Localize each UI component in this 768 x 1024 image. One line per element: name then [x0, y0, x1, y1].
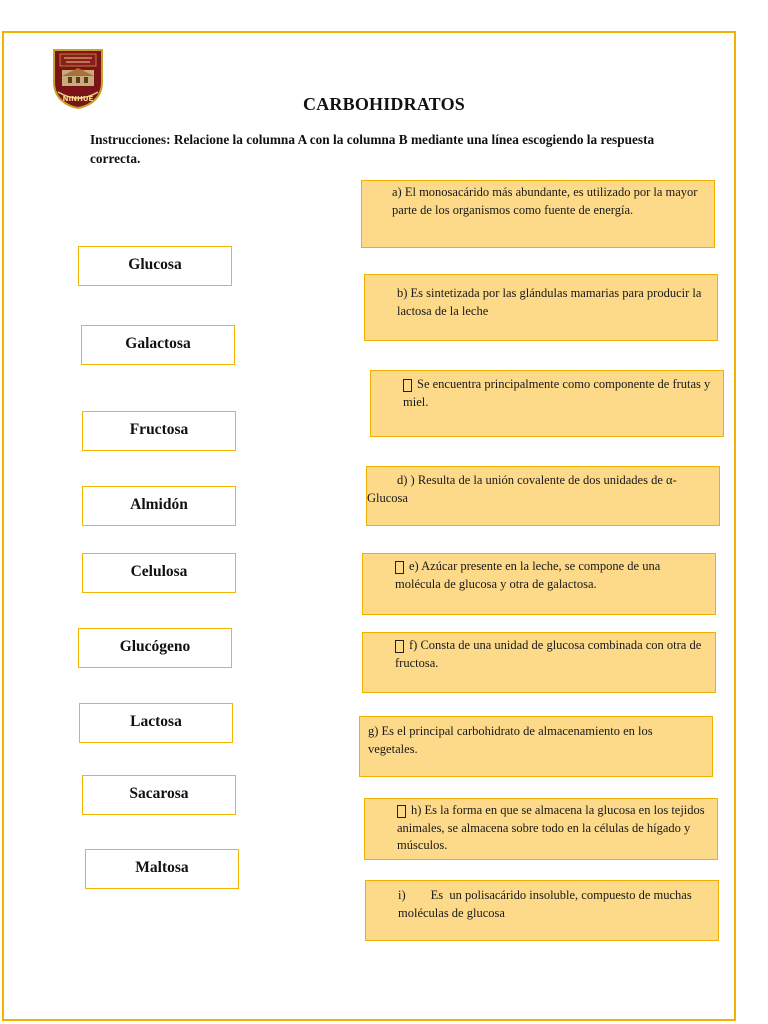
- missing-glyph-icon: [403, 379, 412, 392]
- definition-h[interactable]: [364, 798, 718, 860]
- definition-e-text: e) Azúcar presente en la leche, se compone de una molécula de glucosa y otra de galactosa.: [395, 559, 661, 591]
- definition-d[interactable]: [366, 466, 720, 526]
- term-galactosa[interactable]: Galactosa: [81, 325, 235, 365]
- definition-d-text: d) ) Resulta de la unión covalente de dos unidades de α-Glucosa: [367, 473, 677, 505]
- definition-f-text: f) Consta de una unidad de glucosa combinada con otra de fructosa.: [395, 638, 702, 670]
- definition-i[interactable]: [365, 880, 719, 941]
- term-glucosa[interactable]: Glucosa: [78, 246, 232, 286]
- definition-h-text: h) Es la forma en que se almacena la glucosa en los tejidos animales, se almacena sobre todo en la células de hígado y músculos.: [397, 803, 705, 852]
- instructions-text: Instrucciones: Relacione la columna A con la columna B mediante una línea escogiendo la respuesta correcta.: [90, 132, 655, 166]
- definition-f[interactable]: [362, 632, 716, 693]
- crest-motto: NINHUE: [62, 95, 94, 103]
- term-sacarosa[interactable]: Sacarosa: [82, 775, 236, 815]
- definition-e[interactable]: [362, 553, 716, 615]
- term-lactosa[interactable]: Lactosa: [79, 703, 233, 743]
- term-maltosa[interactable]: Maltosa: [85, 849, 239, 889]
- definition-b[interactable]: [364, 274, 718, 341]
- missing-glyph-icon: [395, 561, 404, 574]
- definition-i-text: i) Es un polisacárido insoluble, compuesto de muchas moléculas de glucosa: [398, 888, 695, 920]
- definition-a[interactable]: [361, 180, 715, 248]
- term-celulosa[interactable]: Celulosa: [82, 553, 236, 593]
- missing-glyph-icon: [397, 805, 406, 818]
- definition-a-text: a) El monosacárido más abundante, es utilizado por la mayor parte de los organismos como fuente de energía.: [392, 185, 698, 217]
- term-almidon[interactable]: Almidón: [82, 486, 236, 526]
- missing-glyph-icon: [395, 640, 404, 653]
- page-title: CARBOHIDRATOS: [303, 94, 465, 114]
- definition-c-text: Se encuentra principalmente como componente de frutas y miel.: [403, 377, 711, 409]
- term-fructosa[interactable]: Fructosa: [82, 411, 236, 451]
- definition-g-text: g) Es el principal carbohidrato de almacenamiento en los vegetales.: [368, 724, 653, 756]
- definition-c[interactable]: [370, 370, 724, 437]
- term-glucogeno[interactable]: Glucógeno: [78, 628, 232, 668]
- definition-b-text: b) Es sintetizada por las glándulas mamarias para producir la lactosa de la leche: [397, 286, 702, 318]
- definition-g[interactable]: [359, 716, 713, 777]
